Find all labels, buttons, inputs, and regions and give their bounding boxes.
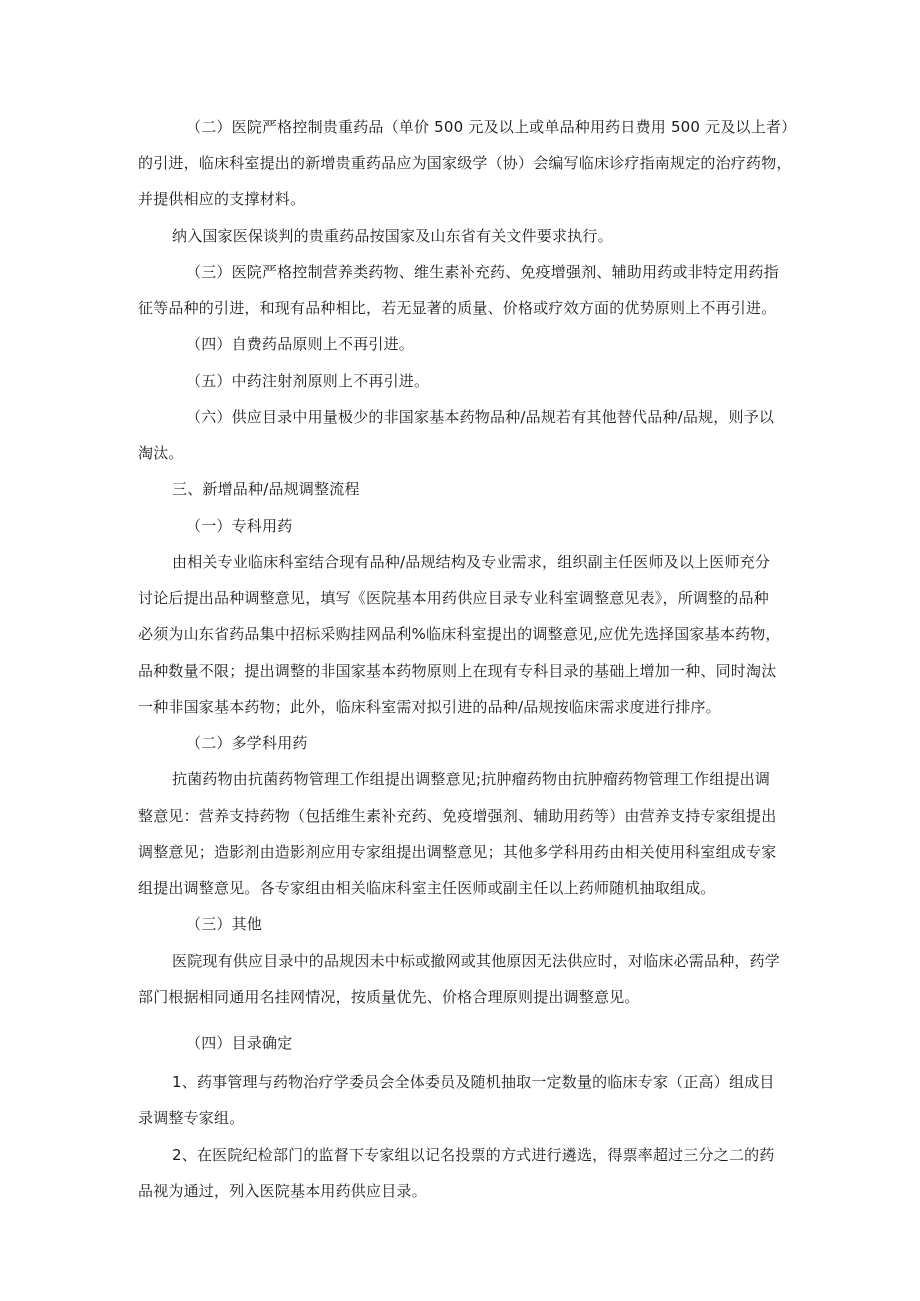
- text-line: 组提出调整意见。各专家组由相关临床科室主任医师或副主任以上药师随机抽取组成。: [138, 879, 716, 897]
- subsection-heading: （一）专科用药: [186, 517, 293, 535]
- text-line: 部门根据相同通用名挂网情况，按质量优先、价格合理原则提出调整意见。: [138, 988, 640, 1006]
- text-line: 医院现有供应目录中的品规因未中标或撤网或其他原因无法供应时，对临床必需品种，药学: [172, 952, 781, 970]
- text-line: （五）中药注射剂原则上不再引进。: [186, 372, 430, 390]
- text-line: 调整意见；造影剂由造影剂应用专家组提出调整意见；其他多学科用药由相关使用科室组成专家: [138, 843, 777, 861]
- text-line: 必须为山东省药品集中招标采购挂网品利%临床科室提出的调整意见,应优先选择国家基本药物，: [138, 625, 781, 643]
- text-line: 2、在医院纪检部门的监督下专家组以记名投票的方式进行遴选，得票率超过三分之二的药: [172, 1146, 775, 1164]
- subsection-heading: （二）多学科用药: [186, 734, 308, 752]
- text-line: 纳入国家医保谈判的贵重药品按国家及山东省有关文件要求执行。: [172, 227, 613, 245]
- text-line: （三）医院严格控制营养类药物、维生素补充药、免疫增强剂、辅助用药或非特定用药指: [186, 263, 779, 281]
- section-heading: 三、新增品种/品规调整流程: [172, 480, 360, 498]
- text-line: （二）医院严格控制贵重药品（单价 500 元及以上或单品种用药日费用 500 元及以上者）: [186, 118, 797, 136]
- text-line: 品视为通过，列入医院基本用药供应目录。: [138, 1182, 427, 1200]
- text-line: 由相关专业临床科室结合现有品种/品规结构及专业需求，组织副主任医师及以上医师充分: [172, 553, 771, 571]
- text-line: 录调整专家组。: [138, 1109, 245, 1127]
- text-line: 一种非国家基本药物；此外，临床科室需对拟引进的品种/品规按临床需求度进行排序。: [138, 698, 721, 716]
- text-line: 整意见：营养支持药物（包括维生素补充药、免疫增强剂、辅助用药等）由营养支持专家组提出: [138, 807, 777, 825]
- text-line: 品种数量不限；提出调整的非国家基本药物原则上在现有专科目录的基础上增加一种、同时淘汰: [138, 662, 777, 680]
- text-line: 征等品种的引进，和现有品种相比，若无显著的质量、价格或疗效方面的优势原则上不再引进。: [138, 299, 777, 317]
- subsection-heading: （四）目录确定: [186, 1034, 293, 1052]
- text-line: 淘汰。: [138, 444, 184, 462]
- text-line: 并提供相应的支撑材料。: [138, 190, 306, 208]
- text-line: 抗菌药物由抗菌药物管理工作组提出调整意见;抗肿瘤药物由抗肿瘤药物管理工作组提出调: [172, 770, 771, 788]
- text-line: 讨论后提出品种调整意见，填写《医院基本用药供应目录专业科室调整意见表》，所调整的品种: [138, 589, 769, 607]
- text-line: （四）自费药品原则上不再引进。: [186, 335, 415, 353]
- subsection-heading: （三）其他: [186, 915, 263, 933]
- text-line: 的引进，临床科室提出的新增贵重药品应为国家级学（协）会编写临床诊疗指南规定的治疗药物，: [138, 154, 792, 172]
- text-line: 1、药事管理与药物治疗学委员会全体委员及随机抽取一定数量的临床专家（正高）组成目: [172, 1073, 775, 1091]
- text-line: （六）供应目录中用量极少的非国家基本药物品种/品规若有其他替代品种/品规，则予以: [186, 408, 775, 426]
